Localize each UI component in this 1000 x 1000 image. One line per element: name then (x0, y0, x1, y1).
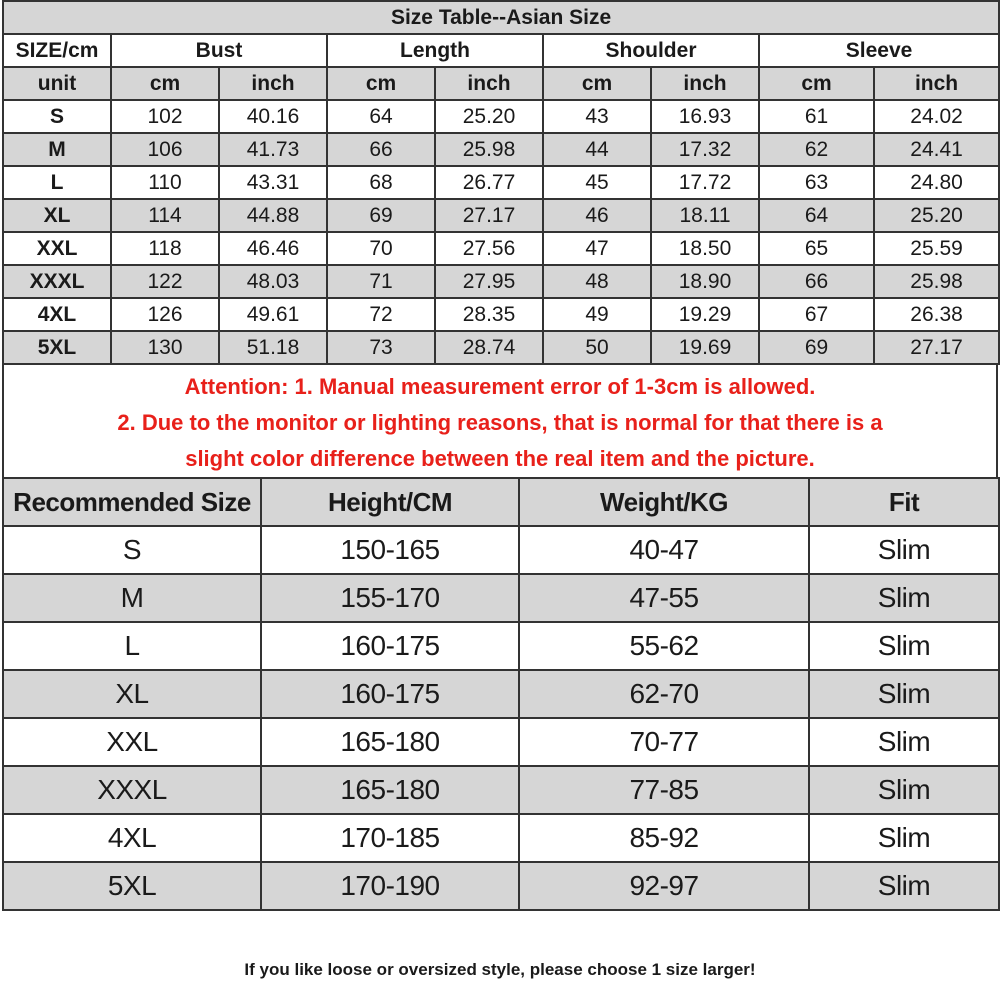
table-cell: 114 (111, 199, 219, 232)
table-cell: 18.50 (651, 232, 759, 265)
table-row (3, 670, 999, 718)
attention-line-2: 2. Due to the monitor or lighting reasons, that is normal for that there is a (117, 410, 883, 435)
table-cell: Slim (809, 718, 999, 766)
header-shoulder: Shoulder (543, 34, 759, 67)
table-cell: 25.20 (874, 199, 999, 232)
table-cell: 40.16 (219, 100, 327, 133)
unit-cell: cm (111, 67, 219, 100)
table-cell: 170-190 (261, 862, 519, 910)
table-cell: 26.77 (435, 166, 543, 199)
attention-notice (2, 365, 998, 477)
size-chart (2, 0, 998, 911)
table-cell: 25.98 (435, 133, 543, 166)
table-row (3, 766, 999, 814)
table-row (3, 331, 999, 364)
table-cell: 47 (543, 232, 651, 265)
attention-line-3: slight color difference between the real item and the picture. (185, 446, 815, 471)
table-cell: 28.74 (435, 331, 543, 364)
table-cell: 49 (543, 298, 651, 331)
table-cell: 25.20 (435, 100, 543, 133)
size-label: 4XL (3, 298, 111, 331)
table-cell: 61 (759, 100, 874, 133)
table-cell: 51.18 (219, 331, 327, 364)
table-cell: 44.88 (219, 199, 327, 232)
header-weight: Weight/KG (519, 478, 809, 526)
table-cell: 41.73 (219, 133, 327, 166)
table-cell: 24.80 (874, 166, 999, 199)
table-cell: 25.59 (874, 232, 999, 265)
table-cell: 49.61 (219, 298, 327, 331)
table-cell: 65 (759, 232, 874, 265)
table-cell: 17.32 (651, 133, 759, 166)
header-size: SIZE/cm (3, 34, 111, 67)
table-cell: 106 (111, 133, 219, 166)
size-label: S (3, 100, 111, 133)
size-label: XXL (3, 718, 261, 766)
table-cell: 55-62 (519, 622, 809, 670)
asian-size-table (2, 0, 1000, 365)
table-cell: Slim (809, 862, 999, 910)
table-row (3, 133, 999, 166)
size-label: M (3, 574, 261, 622)
size-label: XL (3, 670, 261, 718)
recommended-size-table (2, 477, 1000, 911)
unit-cell: cm (759, 67, 874, 100)
table-cell: 18.90 (651, 265, 759, 298)
table-cell: 46.46 (219, 232, 327, 265)
table-row (3, 265, 999, 298)
table-cell: Slim (809, 526, 999, 574)
table-cell: 92-97 (519, 862, 809, 910)
table-cell: 44 (543, 133, 651, 166)
table-row (3, 100, 999, 133)
table-row (3, 298, 999, 331)
table-cell: 24.02 (874, 100, 999, 133)
header-sleeve: Sleeve (759, 34, 999, 67)
table-cell: 67 (759, 298, 874, 331)
size-label: S (3, 526, 261, 574)
table-row (3, 199, 999, 232)
table-cell: 63 (759, 166, 874, 199)
table-cell: 19.69 (651, 331, 759, 364)
table-cell: 150-165 (261, 526, 519, 574)
table-cell: 62-70 (519, 670, 809, 718)
table-cell: 70-77 (519, 718, 809, 766)
table-row (3, 166, 999, 199)
table-cell: 155-170 (261, 574, 519, 622)
size-label: 5XL (3, 331, 111, 364)
table-cell: 48 (543, 265, 651, 298)
table-cell: 126 (111, 298, 219, 331)
table-cell: 27.17 (874, 331, 999, 364)
table-row (3, 862, 999, 910)
header-bust: Bust (111, 34, 327, 67)
header-fit: Fit (809, 478, 999, 526)
table-row (3, 574, 999, 622)
unit-cell: cm (543, 67, 651, 100)
table-cell: 17.72 (651, 166, 759, 199)
table-cell: 66 (759, 265, 874, 298)
table-cell: 160-175 (261, 622, 519, 670)
table-cell: 68 (327, 166, 435, 199)
table-cell: 48.03 (219, 265, 327, 298)
table-cell: 26.38 (874, 298, 999, 331)
table-cell: 25.98 (874, 265, 999, 298)
unit-cell: inch (219, 67, 327, 100)
table-cell: Slim (809, 814, 999, 862)
table-cell: 66 (327, 133, 435, 166)
table-cell: 62 (759, 133, 874, 166)
unit-cell: cm (327, 67, 435, 100)
size-label: XXXL (3, 265, 111, 298)
unit-cell: inch (651, 67, 759, 100)
table-row (3, 814, 999, 862)
size-label: 5XL (3, 862, 261, 910)
table-cell: Slim (809, 766, 999, 814)
table-cell: 27.95 (435, 265, 543, 298)
table-cell: 43 (543, 100, 651, 133)
table-cell: 64 (759, 199, 874, 232)
size-label: XXL (3, 232, 111, 265)
table-cell: 102 (111, 100, 219, 133)
table-cell: Slim (809, 574, 999, 622)
unit-cell: inch (435, 67, 543, 100)
size-label: XL (3, 199, 111, 232)
table-cell: 40-47 (519, 526, 809, 574)
unit-cell: inch (874, 67, 999, 100)
table-cell: 28.35 (435, 298, 543, 331)
table-cell: 16.93 (651, 100, 759, 133)
table-cell: 73 (327, 331, 435, 364)
table-header-row (3, 478, 999, 526)
table-cell: 85-92 (519, 814, 809, 862)
table-cell: Slim (809, 670, 999, 718)
table-row (3, 718, 999, 766)
table-cell: 45 (543, 166, 651, 199)
attention-line-1: Attention: 1. Manual measurement error of 1-3cm is allowed. (184, 374, 816, 399)
footer-note: If you like loose or oversized style, please choose 1 size larger! (244, 960, 756, 979)
table-cell: 165-180 (261, 718, 519, 766)
table-cell: 18.11 (651, 199, 759, 232)
header-height: Height/CM (261, 478, 519, 526)
table-row (3, 622, 999, 670)
table-cell: 47-55 (519, 574, 809, 622)
units-row (3, 67, 999, 100)
table-cell: 24.41 (874, 133, 999, 166)
table-cell: 118 (111, 232, 219, 265)
table-cell: 165-180 (261, 766, 519, 814)
size-label: L (3, 166, 111, 199)
table-cell: 110 (111, 166, 219, 199)
header-recommended-size: Recommended Size (3, 478, 261, 526)
table-cell: 77-85 (519, 766, 809, 814)
table-cell: Slim (809, 622, 999, 670)
table-cell: 71 (327, 265, 435, 298)
size-label: L (3, 622, 261, 670)
table-row (3, 232, 999, 265)
header-length: Length (327, 34, 543, 67)
size-label: 4XL (3, 814, 261, 862)
table-cell: 27.17 (435, 199, 543, 232)
size-label: XXXL (3, 766, 261, 814)
table-cell: 69 (327, 199, 435, 232)
table-header-row (3, 34, 999, 67)
table-cell: 72 (327, 298, 435, 331)
table-cell: 122 (111, 265, 219, 298)
table-cell: 160-175 (261, 670, 519, 718)
table-cell: 43.31 (219, 166, 327, 199)
table-cell: 64 (327, 100, 435, 133)
table-cell: 19.29 (651, 298, 759, 331)
table-cell: 50 (543, 331, 651, 364)
size-label: M (3, 133, 111, 166)
unit-label: unit (3, 67, 111, 100)
table-cell: 70 (327, 232, 435, 265)
table-cell: 130 (111, 331, 219, 364)
table-cell: 46 (543, 199, 651, 232)
table-row (3, 526, 999, 574)
table-cell: 170-185 (261, 814, 519, 862)
table-cell: 27.56 (435, 232, 543, 265)
table-cell: 69 (759, 331, 874, 364)
page-title: Size Table--Asian Size (3, 1, 999, 34)
